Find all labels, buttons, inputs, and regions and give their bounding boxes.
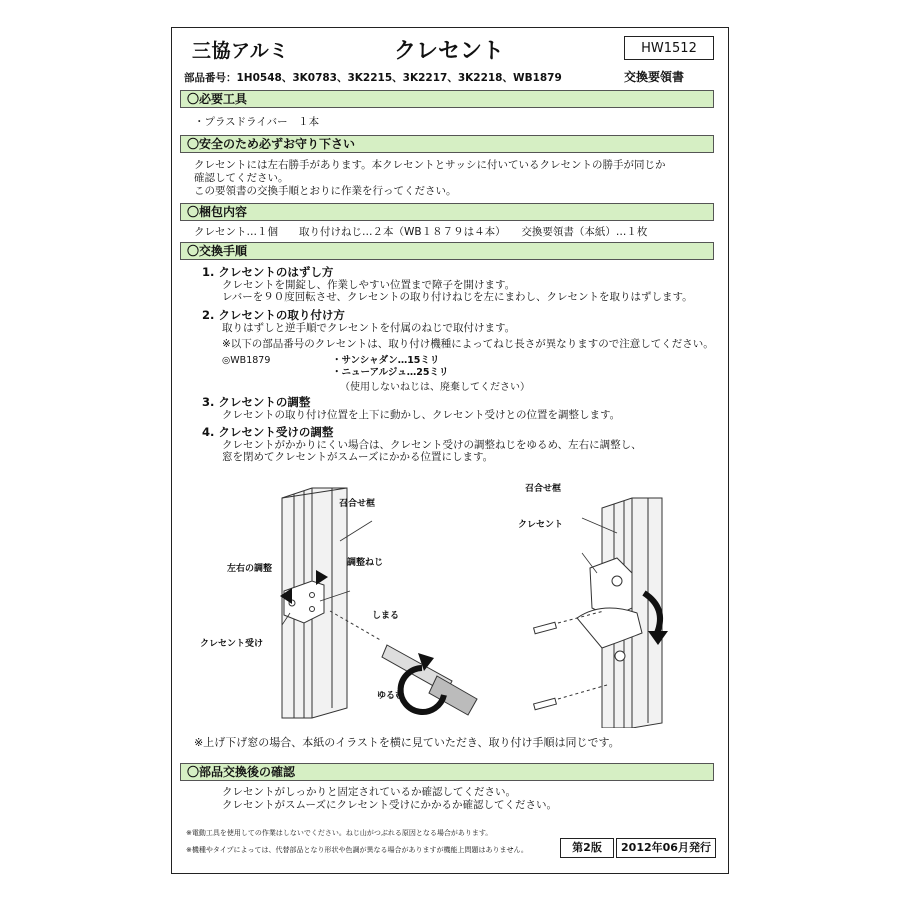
wb-line-3: （使用しないねじは、廃棄してください） — [340, 382, 530, 393]
section-procedure-heading: 〇交換手順 — [180, 242, 714, 260]
step-1-line-1: クレセントを開錠し、作業しやすい位置まで障子を開けます。 — [222, 279, 516, 291]
wb-line-1: ・サンシャダン…15ミリ — [332, 355, 440, 366]
step-2-line-1: 取りはずしと逆手順でクレセントを付属のねじで取付けます。 — [222, 322, 516, 334]
safety-line-1: クレセントには左右勝手があります。本クレセントとサッシに付いているクレセントの勝手が同じか — [194, 159, 666, 171]
wb-line-2: ・ニューアルジュ…25ミリ — [332, 367, 449, 378]
label-keeper: クレセント受け — [200, 639, 264, 649]
footer-note-1: ※電動工具を使用しての作業はしないでください。ねじ山がつぶれる原因となる場合があります。 — [186, 829, 493, 837]
safety-line-2: 確認してください。 — [194, 172, 289, 184]
section-safety-heading: 〇安全のため必ずお守り下さい — [180, 135, 714, 153]
step-3-title: 3. クレセントの調整 — [202, 395, 311, 409]
part-numbers: 部品番号：1H0548、3K0783、3K2215、3K2217、3K2218、WB1879 — [184, 72, 562, 84]
label-crescent: クレセント — [518, 520, 564, 530]
issue-date-box: 2012年06月発行 — [616, 838, 716, 858]
label-frame-left: 召合せ框 — [339, 499, 376, 509]
step-2-title: 2. クレセントの取り付け方 — [202, 308, 345, 322]
product-code-box: HW1512 — [624, 36, 714, 60]
label-lr-adjust: 左右の調整 — [227, 564, 273, 574]
document-title: クレセント — [394, 39, 505, 64]
illustration-note: ※上げ下げ窓の場合、本紙のイラストを横に見ていただき、取り付け手順は同じです。 — [194, 736, 620, 749]
illustration — [212, 473, 702, 728]
brand-logo: 三協アルミ — [192, 40, 289, 62]
manual-label: 交換要領書 — [624, 70, 685, 84]
step-4-title: 4. クレセント受けの調整 — [202, 425, 334, 439]
label-frame-right: 召合せ框 — [525, 484, 562, 494]
label-adjust-screw: 調整ねじ — [347, 558, 384, 568]
package-line: クレセント…１個 取り付けねじ…２本（WB１８７９は４本） 交換要領書（本紙）…１枚 — [194, 226, 648, 238]
step-1-line-2: レバーを９０度回転させ、クレセントの取り付けねじを左にまわし、クレセントを取りはずします。 — [222, 291, 693, 303]
edition-box: 第2版 — [560, 838, 614, 858]
check-line-2: クレセントがスムーズにクレセント受けにかかるか確認してください。 — [222, 799, 557, 811]
wb-part: ◎WB1879 — [222, 355, 271, 366]
footer-note-2: ※機種やタイプによっては、代替部品となり形状や色調が異なる場合がありますが機能上問題はありません。 — [186, 846, 528, 854]
label-tighten: しまる — [372, 611, 400, 621]
step-3-line-1: クレセントの取り付け位置を上下に動かし、クレセント受けとの位置を調整します。 — [222, 409, 621, 421]
section-tools-heading: 〇必要工具 — [180, 90, 714, 108]
step-2-line-2: ※以下の部品番号のクレセントは、取り付け機種によってねじ長さが異なりますので注意してください。 — [222, 338, 714, 350]
tools-line: ・プラスドライバー １本 — [194, 116, 320, 128]
check-line-1: クレセントがしっかりと固定されているか確認してください。 — [222, 786, 516, 798]
safety-line-3: この要領書の交換手順とおりに作業を行ってください。 — [194, 185, 457, 197]
section-package-heading: 〇梱包内容 — [180, 203, 714, 221]
instruction-sheet — [171, 27, 729, 874]
step-1-title: 1. クレセントのはずし方 — [202, 265, 334, 279]
section-check-heading: 〇部品交換後の確認 — [180, 763, 714, 781]
step-4-line-1: クレセントがかかりにくい場合は、クレセント受けの調整ねじをゆるめ、左右に調整し、 — [222, 439, 642, 451]
step-4-line-2: 窓を閉めてクレセントがスムーズにかかる位置にします。 — [222, 451, 494, 463]
label-loosen: ゆるむ — [377, 691, 405, 701]
